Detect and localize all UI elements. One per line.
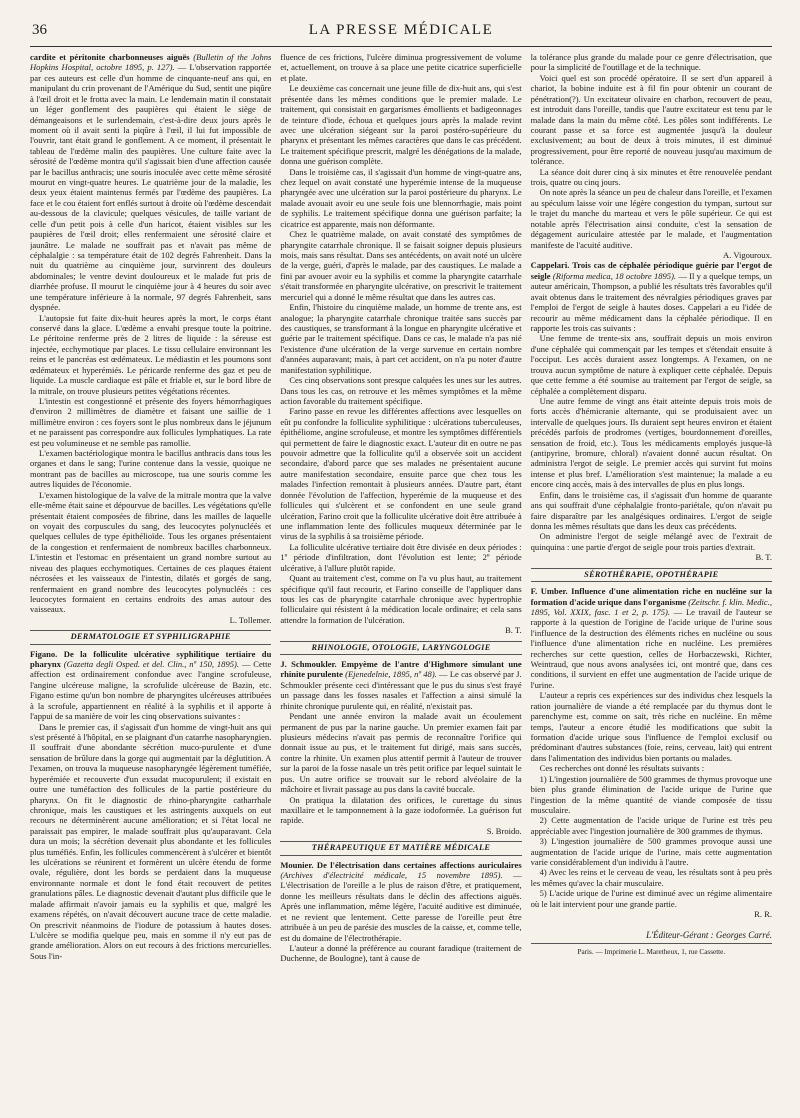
paragraph: Enfin, dans le troisième cas, il s'agissait d'un homme de quarante ans qui souffrait d'une céphalalgie fronto-pariétale, qu'on n'avait pu faire disparaître par les analgésiques ordinaires. L'ergot de seigle donna les mêmes résultats que dans les deux cas précédents. <box>530 489 772 531</box>
article-title: Empyème de l'antre d'Highmore simulant une rhinite purulente <box>280 659 522 680</box>
paragraph: L'examen bactériologique montra le bacillus anthracis dans tous les organes et dans le sang; l'urine contenue dans la vessie, quoique ne montrant pas de bacilles au microscope, tua une souris comme les autres liquides de l'économie. <box>30 448 272 490</box>
imprint-line: Paris. — Imprimerie L. Maretheux, 1, rue Cassette. <box>531 943 772 957</box>
paragraph: 2) Cette augmentation de l'acide urique de l'urine est très peu appréciable avec l'ingestion journalière de 300 grammes de thymus. <box>530 815 772 836</box>
paragraph: On note après la séance un peu de chaleur dans l'oreille, et l'examen au spéculum laisse voir une légère congestion du tympan, surtout sur le trajet du manche du marteau et vers le pôle supérieur. Ce qui est notable après l'électrisation ainsi conduite, c'est la sensation de dégagement auriculaire attestée par le malade, et l'augmentation manifeste de l'acuité auditive. <box>530 187 772 250</box>
article-author: F. Umber. <box>530 586 568 597</box>
article-author: Figano. <box>30 648 58 659</box>
paragraph: Enfin, l'histoire du cinquième malade, un homme de trente ans, est analogue; la pharyngite catarrhale chronique traitée sans succès par des caustiques, se transformant à la longue en pharyngite ulcérative et guérie par le traitement spécifique. Dans ce cas, le malade n'a pas nié l'existence d'une ulcération de la verge survenue en certain nombre d'années auparavant; mais, à part cet accident, on n'a pu noter d'autre manifestation syphilitique. <box>280 302 522 375</box>
paragraph: Une femme de trente-six ans, souffrait depuis un mois environ d'une céphalée qui commençait par les tempes et s'étendait ensuite à l'occiput. Les accès duraient assez longtemps. A l'examen, on ne trouva aucun symptôme de nature à expliquer cette céphalée. Depuis que cette femme a été soumise au traitement par l'ergot de seigle, sa céphalée a complètement disparu. <box>530 333 772 396</box>
paragraph: Le deuxième cas concernait une jeune fille de dix-huit ans, qui s'est présentée dans les mêmes conditions que le premier malade. Le traitement, qui consistait en gargarismes émollients et badigeonnages de teinture d'iode, échoua et quelques jours après la malade revint avec une ulcération siégeant sur la paroi postéro-supérieure du pharynx et présentant les mêmes caractères que dans le cas précédent. Le traitement spécifique prescrit, malgré les dénégations de la malade, donna une guérison complète. <box>280 83 522 167</box>
paragraph: fluence de ces frictions, l'ulcère diminua progressivement de volume et, actuellement, on trouve à sa place une petite cicatrice superficielle et plate. <box>280 52 522 83</box>
paragraph: L'auteur a donné la préférence au courant faradique (traitement de Duchenne, de Boulogne), tant à cause de <box>280 943 522 964</box>
paragraph: On administre l'ergot de seigle mélangé avec de l'extrait de quinquina : une partie d'ergot de seigle pour trois parties d'extrait. <box>530 531 772 552</box>
article-body: — Le cas observé par J. Schmoukler présente ceci d'intéressant que le pus du sinus s'est frayé un passage dans les fosses nasales et l'affection a ainsi simulé la rhinite chronique purulente qui, en réalité, n'existait pas. <box>280 669 522 711</box>
article-signature: S. Broido. <box>486 825 522 836</box>
article-cephalee <box>531 260 772 333</box>
paragraph: Voici quel est son procédé opératoire. Il se sert d'un appareil à chariot, la bobine induite est à fil fin pour obtenir un courant de pénétration(?). Un excitateur olivaire en charbon, recouvert de peau, est introduit dans l'oreille, tandis que l'autre excitateur est tenu par le malade dans la main du même côté. Les pôles sont indifférents. Le courant passe et sa force est augmentée jusqu'à la douleur exclusivement; au bout de deux à trois minutes, il est diminué progressivement, pour être reporté de nouveau jusqu'au maximum de tolérance. <box>530 72 772 167</box>
section-heading: SÉROTHÉRAPIE, OPOTHÉRAPIE <box>531 568 772 582</box>
paragraph: La folliculite ulcérative tertiaire doit être divisée en deux périodes : 1º période d'infiltration, dont l'évolution est lente; 2º période ulcérative, à l'allure plutôt rapide. <box>280 541 522 573</box>
article-author: J. Schmoukler. <box>280 659 337 670</box>
article-title: De l'électrisation dans certaines affections auriculaires <box>316 859 522 870</box>
paragraph: 4) Avec les reins et le cerveau de veau, les résultats sont à peu près les mêmes qu'avec la chair musculaire. <box>530 867 772 888</box>
article-folliculite <box>30 649 271 722</box>
paragraph: Pendant une année environ la malade avait un écoulement permanent de pus par la narine gauche. Un premier examen fait par plusieurs médecins n'avait pas permis de reconnaître l'orifice qui donnait issue au pus, et le traitement fut dirigé, mais sans succès, contre la rhinite. Un examen plus attentif permit à l'auteur de trouver sur la paroi de la fosse nasale un très petit orifice par lequel suintait le pus. Un autre orifice se trouvait sur le rebord alvéolaire de la mâchoire et livrait passage au pus dans la cavité buccale. <box>280 711 522 795</box>
paragraph: Une autre femme de vingt ans était atteinte depuis trois mois de forts accès d'hémicranie alternante, qui se produisaient avec un intervalle de quelques jours. Ils duraient sept heures environ et étaient précédés parfois de prodromes (vertiges, bourdonnement d'oreilles, sensation de froid, etc.). Tous les médicaments employés jusque-là (antipyrine, bromure, chloral) n'avaient donné aucun résultat. On administra l'ergot de seigle. Le premier accès qui survint fut moins intense et plus bref. L'amélioration s'est maintenue; la malade a eu encore cinq accès, mais à des intervalles de plus en plus longs. <box>530 395 772 490</box>
journal-title: LA PRESSE MÉDICALE <box>308 22 494 38</box>
paragraph: 5) L'acide urique de l'urine est diminué avec un régime alimentaire où le lait intervient pour une grande partie. <box>530 888 772 909</box>
article-signature: B. T. <box>505 625 522 636</box>
paragraph: la tolérance plus grande du malade pour ce genre d'électrisation, que pour la simplicité de l'outillage et de la technique. <box>530 52 772 73</box>
paragraph: L'examen histologique de la valve de la mitrale montra que la valve elle-même était saine et dépourvue de bacilles. Les végétations qu'elle présentait étaient composées de fibrine, dans les mailles de laquelle on voyait des corpuscules du sang, des leucocytes polynucléés et quelques cellules de type épithélioïde. Tous les organes présentaient de la congestion et renfermaient de nombreux bacilles charbonneux. L'intestin et l'estomac en présentaient un grand nombre surtout au niveau des plaques ecchymotiques. Certaines de ces plaques étaient nécrosées et les vaisseaux de l'intestin, dilatés et gorgés de sang, renfermaient en grand nombre des leucocytes polynucléés : ces leucocytes formaient en certains endroits des amas autour des vaisseaux. <box>30 489 272 615</box>
article-body: — Cette affection est ordinairement confondue avec l'angine scrofuleuse, l'angine ulcéreuse maligne, la scrofulide ulcéreuse de Bazin, etc. Figano estime qu'un bon nombre de pharyngites ulcéreuses attribuées à la scrofule, appartiennent en réalité à la syphilis et il apporte à l'appui de sa manière de voir les cinq observations suivantes : <box>30 659 272 722</box>
column-3 <box>531 52 772 1092</box>
paragraph: 3) L'ingestion journalière de 500 grammes provoque aussi une augmentation de l'acide urique de l'urine, mais cette augmentation varie considérablement d'un individu à l'autre. <box>530 836 772 868</box>
article-electrisation <box>280 860 521 943</box>
article-body: — L'électrisation de l'oreille a le plus de raison d'être, et pratiquement, donne les meilleurs résultats dans le déclin des affections aiguës. Après une inflammation, même légère, l'acuité auditive est diminuée, et ne revient que lentement. Cette paresse de l'oreille peut être attribuée à un peu de parésie des muscles de la caisse, et, comme telle, est du domaine de l'électrothérapie. <box>280 870 522 943</box>
article-source: (Gazetta degli Osped. et del. Clin., nº 150, 1895). <box>63 659 239 670</box>
page-header <box>30 22 772 42</box>
editor-line: L'Éditeur-Gérant : Georges Carré. <box>646 929 772 940</box>
article-title: Influence d'une alimentation riche en nucléine sur la formation d'acide urique dans l'organisme <box>530 586 772 607</box>
article-signature: A. Vigouroux. <box>723 250 772 261</box>
article-title: Trois cas de céphalée périodique guérie par l'ergot de seigle <box>530 260 772 281</box>
article-empyeme <box>280 659 521 711</box>
article-signature: B. T. <box>755 552 772 563</box>
column-2 <box>280 52 521 1092</box>
paragraph: Quant au traitement c'est, comme on l'a vu plus haut, au traitement spécifique qu'il faut recourir, et Farino conseille de l'appliquer dans tous les cas de pharyngite catarrhale chronique avec hypertrophie folliculaire qui résistent à la médication locale ordinaire; et cela sans attendre la formation de l'ulcération. <box>280 573 522 625</box>
paragraph: 1) L'ingestion journalière de 500 grammes de thymus provoque une bien plus grande élimination de l'acide urique de l'urine que l'ingestion de la même quantité de viande composée de tissu musculaire. <box>530 773 772 815</box>
paragraph: La séance doit durer cinq à six minutes et être renouvelée pendant trois, quatre ou cinq jours. <box>530 166 772 188</box>
page-number: 36 <box>32 22 47 38</box>
paragraph: On pratiqua la dilatation des orifices, le curettage du sinus maxillaire et le tamponnement à la gaze iodoformée. La guérison fut rapide. <box>280 794 522 826</box>
article-source: (Bulletin of the Johns Hopkins Hospital, octobre 1895, p. 127). <box>30 52 272 73</box>
article-source: (Ejenedelnie, 1895, nº 48). <box>345 669 437 680</box>
article-source: (Riforma medica, 18 octobre 1895). <box>552 270 677 281</box>
article-title: cardite et péritonite charbonneuses aiguës <box>30 52 190 62</box>
article-title: De la folliculite ulcérative syphilitique tertiaire du pharynx <box>30 648 272 670</box>
paragraph: Ces cinq observations sont presque calquées les unes sur les autres. Dans tous les cas, on retrouve et les mêmes symptômes et la même action favorable du traitement spécifique. <box>280 375 522 406</box>
paragraph: Dans le troisième cas, il s'agissait d'un homme de vingt-quatre ans, chez lequel on avait constaté une hyperémie intense de la muqueuse pharyngée avec une ulcération sur la paroi postérieure du pharynx. Le malade avouait avoir eu une seule fois une blennorrhagie, mais point de syphilis. Le traitement spécifique donna une guérison parfaite; la cicatrice est apparente, mais non déformante. <box>280 166 522 229</box>
paragraph: L'autopsie fut faite dix-huit heures après la mort, le corps étant conservé dans la glace. L'œdème a envahi presque toute la poitrine. Le péritoine renferme près de 2 litres de liquide : la séreuse est injectée, ecchymotique par places. Le tissu cellulaire environnant les reins et le pancréas est œdémateux. Le médiastin et les poumons sont œdémateux et hyperémiés. Le péricarde renferme des gaz et peu de liquide. La muscle cardiaque est pâle et friable et, sur le bord libre de la mitrale, on trouve plusieurs petites végétations récentes. <box>30 312 272 396</box>
article-author: Mounier. <box>280 859 314 870</box>
section-heading: RHINOLOGIE, OTOLOGIE, LARYNGOLOGIE <box>280 641 521 655</box>
article-signature: R. R. <box>754 909 772 920</box>
column-1 <box>30 52 271 1092</box>
article-columns <box>30 52 772 1092</box>
section-heading: THÉRAPEUTIQUE ET MATIÈRE MÉDICALE <box>280 841 521 855</box>
article-body: — Il y a quelque temps, un auteur américain, Thompson, a publié les résultats très favorables qu'il avait obtenus dans le traitement des névralgies périodiques graves par l'emploi de l'ergot de seigle à hautes doses. Cappelari a eu l'idée de recourir au même médicament dans la céphalée périodique. Il en rapporte les trois cas suivants : <box>530 270 772 333</box>
section-heading: DERMATOLOGIE ET SYPHILIGRAPHIE <box>30 630 271 644</box>
article-author: Cappelari. <box>530 260 570 271</box>
paragraph: L'intestin est congestionné et présente des foyers hémorrhagiques d'environ 2 millimètres de diamètre et faisant une saillie de 1 millimètre environ : ces foyers sont le plus nombreux dans le jéjunum et ne paraissent pas correspondre aux follicules lymphatiques. La rate est peu volumineuse et ne semble pas ramollie. <box>30 395 272 448</box>
article-body: — Le travail de l'auteur se rapporte à la question de l'origine de l'acide urique de l'urine sous l'influence de la destruction des éléments riches en nucléine ou sous l'influence d'une alimentation riche en nucléine. Les premières recherches sur cette question, celles de Horbaczewski, Richter, Weintraud, que nous avons analysées ici, ont montré que, dans ces conditions, il survient en effet une augmentation de l'acide urique de l'urine. <box>530 606 772 690</box>
article-signature: L. Tollemer. <box>229 614 272 625</box>
paragraph: Chez le quatrième malade, on avait constaté des symptômes de pharyngite catarrhale chronique. Il se faisait soigner depuis plusieurs mois, mais sans résultat. Dans ses antécédents, on avait noté un ulcère de la verge, guéri, d'après le malade, par des caustiques. Le malade a fini par avouer avoir eu la syphilis et comme la pharyngite catarrhale s'était transformée en pharyngite ulcérative, on prescrivit le traitement mercuriel qui a donné le même résultat que dans les autres cas. <box>280 229 522 302</box>
paragraph: Dans le premier cas, il s'agissait d'un homme de vingt-huit ans qui s'est présenté à l'hôpital, en se plaignant d'un catarrhe nasopharyngien. Il souffrait d'une abondante sécrétion muco-purulente et d'une sensation de brûlure dans la gorge qui augmentait par la déglutition. A l'examen, on trouva la muqueuse nasopharyngée légèrement tuméfiée, hyperémiée et recouverte d'un exsudat mucopurulent; il existait en outre une tuméfaction des follicules de la partie postérieure du pharynx. On fit le diagnostic de rhino-pharyngite catharrhale chronique, mais les caustiques et les astringents auxquels on eut recours ne déterminèrent aucune amélioration; et si l'état local ne paraissait pas empirer, le malade souffrait plus qu'auparavant. Cela dura un mois; la sécrétion devenait plus abondante et les follicules plus tuméfiés. Enfin, les follicules commencèrent à s'ulcérer et bientôt les ulcérations se réunirent et formèrent un ulcère étendu de forme ovale, régulière, dont les bords se perdaient dans la muqueuse environnante normale et dont le fond était recouvert de petites granulations pâles. Le diagnostic devenait d'autant plus difficile que le malade affirmait n'avoir jamais eu la syphilis et que, malgré les examens répétés, on n'avait découvert aucune trace de cette maladie. On prescrivit néanmoins de l'iodure de potassium à hautes doses. L'ulcère se modifia quelque peu, mais en somme il n'y eut pas de grande amélioration. Alors on eut recours à des frictions mercurielles. Sous l'in- <box>30 721 272 961</box>
paragraph: Ces recherches ont donné les résultats suivants : <box>539 763 705 774</box>
paragraph: L'auteur a repris ces expériences sur des individus chez lesquels la ration journalière de viande a été remplacée par du thymus dont le parenchyme est, comme on sait, très riche en nucléine. En même temps, l'auteur a encore étudié les modifications que subit la formation d'acide urique sous l'influence de l'emploi exclusif ou prédominant d'autres substances (foie, reins, cerveau, lait) qui entrent dans l'alimentation des individus bien portants ou malades. <box>530 690 772 763</box>
article-anthrax <box>30 52 271 313</box>
article-body: — L'observation rapportée par ces auteurs est celle d'un homme de cinquante-neuf ans qui, en manipulant du crin provenant de l'Amérique du Sud, sentit une piqûre à l'œil droit et le frotta avec la main. Le lendemain matin il constatait un léger gonflement des paupières qui étaient le siège de démangeaisons et le surlendemain, c'est-à-dire deux jours après le moment où il avait senti la piqûre à l'œil, il lui fut impossible de l'ouvrir, tant était grand le gonflement. A ce moment, il présentait le tableau de l'œdème malin des paupières. Une culture faite avec la sérosité de l'œdème montra qu'il s'agissait bien d'une affection causée par le bacillus anthracis; une souris inoculée avec cette même sérosité mourut en vingt-quatre heures. Le quatrième jour de la maladie, les deux yeux étaient maintenus fermés par l'œdème des paupières. La face et le cou étaient fort enflés surtout à droite où l'œdème descendait au-dessous de la clavicule; quelques vésicules, de taille variant de celle d'un petit pois à celle d'un haricot, étaient visibles sur les paupières de l'œil droit; elles renfermaient une sérosité claire et jaunâtre. Le malade ne souffrait pas et n'avait pas même de céphalalgie : sa température était de 102 degrés Fahrenheit. Dans la nuit du quatrième au cinquième jour, survinrent des douleurs abdominales; le ventre devint douloureux et le malade fut pris de diarrhée profuse. Il mourut le cinquième jour à 4 heures du soir avec une température inférieure à la normale, 97 degrés Fahrenheit, sans dyspnée. <box>30 62 272 313</box>
article-source: (Zeitschr. f. klin. Medic., 1895, Vol. XXIX, fasc. 1 et 2, p. 175). <box>530 596 772 617</box>
paragraph: Farino passe en revue les différentes affections avec lesquelles on eût pu confondre la folliculite syphilitique : ulcérations tuberculeuses, épithéliome, angine scrofuleuse, et montre les symptômes différentiels qui permettent de faire le diagnostic exact. L'auteur dit en outre ne pas pouvoir admettre que la folliculite qu'il a observée soit un accident secondaire, d'abord parce que ses malades ne présentaient aucune autre manifestation secondaire, ensuite parce que chez tous les malades l'infection remontait à plusieurs années. D'autre part, étant donnée l'évolution de l'affection, hyperémie de la muqueuse et des follicules qui s'ulcèrent et se confondent en une seule grand ulcération, Farino croit que la folliculite ulcérative doit être attribuée à une inflammation lente des follicules muqueux déterminée par le virus de la syphilis à sa troisième période. <box>280 406 522 542</box>
header-rule <box>30 46 772 47</box>
article-acide-urique <box>531 586 772 690</box>
article-source: (Archives d'électricité médicale, 15 novembre 1895). <box>280 870 503 881</box>
